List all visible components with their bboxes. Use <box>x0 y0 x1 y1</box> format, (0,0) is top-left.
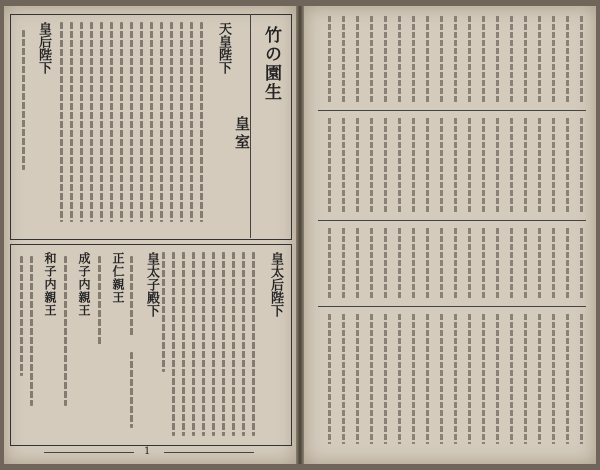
page-number-rule-right <box>164 452 254 453</box>
book-spine <box>296 6 304 464</box>
left-page <box>4 6 296 464</box>
page-number-rule-left <box>44 452 134 453</box>
section-heading-empress-dowager: 皇太后陛下 <box>268 252 283 317</box>
page-subtitle: 皇室 <box>233 116 251 152</box>
right-page <box>304 6 596 464</box>
section-heading-emperor: 天皇陛下 <box>216 22 231 74</box>
section-heading-empress: 皇后陛下 <box>36 22 51 74</box>
page-number: 1 <box>144 446 151 457</box>
page-title: 竹の園生 <box>261 26 281 102</box>
toc-divider-3 <box>318 306 586 307</box>
section-heading-princess-kazuko: 和子内親王 <box>43 252 57 317</box>
section-heading-crown-prince: 皇太子殿下 <box>144 252 159 317</box>
toc-divider-1 <box>318 110 586 111</box>
section-heading-prince-masahito: 正仁親王 <box>111 252 125 304</box>
section-heading-princess-shigeko: 成子内親王 <box>77 252 91 317</box>
toc-divider-2 <box>318 220 586 221</box>
